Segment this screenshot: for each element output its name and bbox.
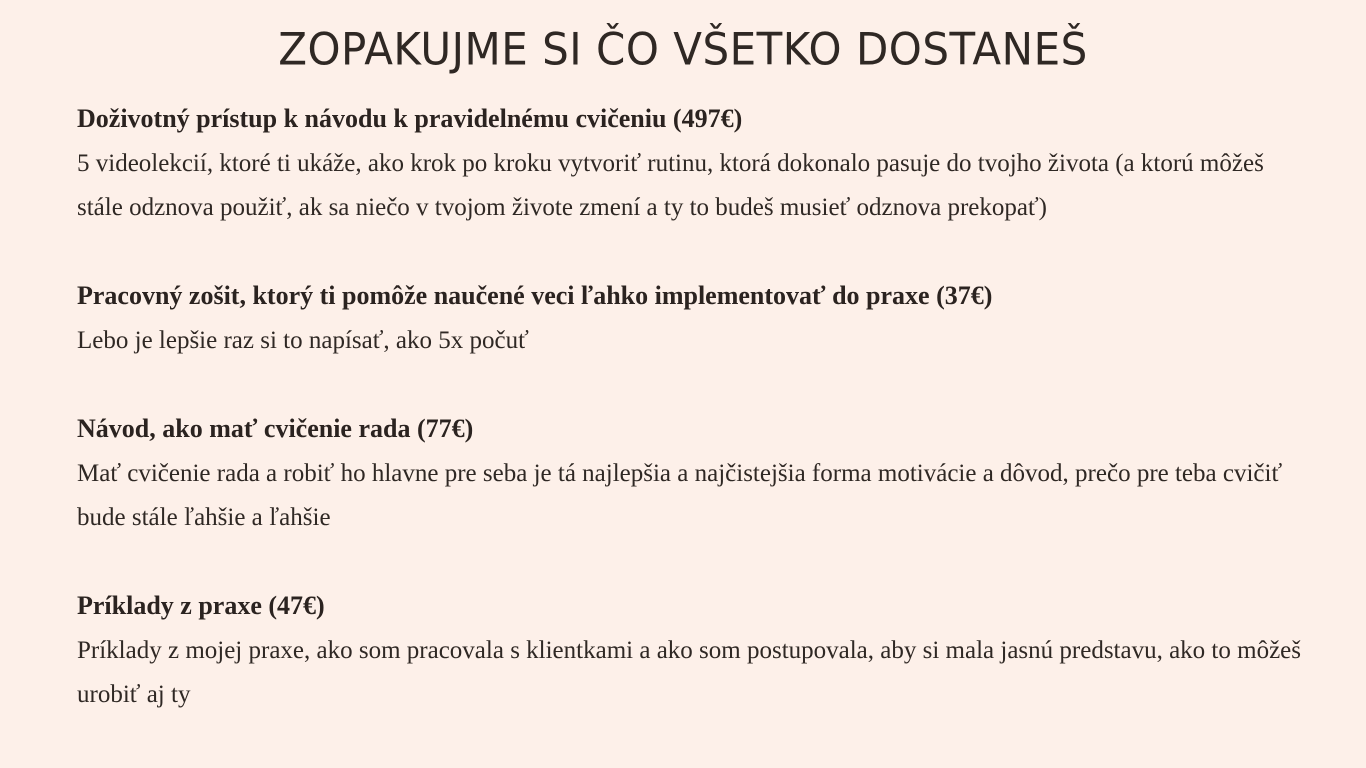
offer-item-workbook: [77, 273, 1307, 363]
page-title: ZOPAKUJME SI ČO VŠETKO DOSTANEŠ: [278, 23, 1088, 76]
offer-item-heading: Návod, ako mať cvičenie rada (77€): [77, 414, 474, 443]
offer-item-description: Mať cvičenie rada a robiť ho hlavne pre seba je tá najlepšia a najčistejšia forma motivácie a dôvod, prečo pre teba cvičiť bude stále ľahšie a ľahšie: [77, 460, 1283, 531]
offer-item-practice-examples: [77, 583, 1307, 717]
offer-item-heading: Príklady z praxe (47€): [77, 591, 325, 620]
offer-item-description: 5 videolekcií, ktoré ti ukáže, ako krok po kroku vytvoriť rutinu, ktorá dokonalo pasuje do tvojho života (a ktorú môžeš stále odznova použiť, ak sa niečo v tvojom živote zmení a ty to budeš musieť odznova prekopať): [77, 150, 1264, 221]
offer-list: [77, 96, 1307, 760]
offer-item-lifetime-access: [77, 96, 1307, 230]
offer-item-description: Príklady z mojej praxe, ako som pracovala s klientkami a ako som postupovala, aby si mala jasnú predstavu, ako to môžeš urobiť aj ty: [77, 637, 1301, 708]
offer-item-love-exercise-guide: [77, 406, 1307, 540]
offer-item-description: Lebo je lepšie raz si to napísať, ako 5x počuť: [77, 327, 529, 354]
offer-item-heading: Pracovný zošit, ktorý ti pomôže naučené veci ľahko implementovať do praxe (37€): [77, 281, 993, 310]
offer-item-heading: Doživotný prístup k návodu k pravidelnému cvičeniu (497€): [77, 104, 743, 133]
